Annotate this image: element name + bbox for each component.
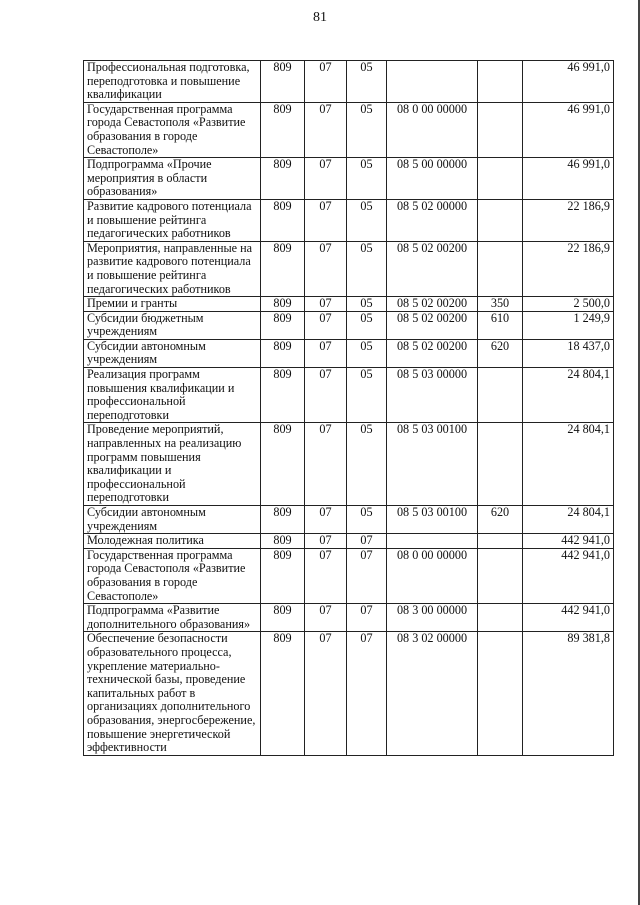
row-amount-cell: 24 804,1	[523, 368, 614, 423]
table-row	[84, 241, 614, 296]
row-section-cell: 07	[305, 368, 347, 423]
row-expense-type-cell: 610	[478, 311, 523, 339]
row-section-cell: 07	[305, 506, 347, 534]
row-subsection-cell: 07	[347, 632, 387, 755]
row-name-cell: Развитие кадрового потенциала и повышение рейтинга педагогических работников	[84, 199, 261, 241]
row-amount-cell: 46 991,0	[523, 158, 614, 200]
row-subsection-cell: 05	[347, 506, 387, 534]
row-expense-type-cell: 350	[478, 297, 523, 312]
row-amount-cell: 89 381,8	[523, 632, 614, 755]
row-expense-type-cell	[478, 102, 523, 157]
row-amount-cell: 46 991,0	[523, 102, 614, 157]
row-grbs-cell: 809	[261, 241, 305, 296]
row-subsection-cell: 07	[347, 604, 387, 632]
row-target-article-cell: 08 5 02 00200	[387, 241, 478, 296]
row-target-article-cell	[387, 61, 478, 103]
row-section-cell: 07	[305, 604, 347, 632]
row-amount-cell: 442 941,0	[523, 604, 614, 632]
row-section-cell: 07	[305, 158, 347, 200]
row-name-cell: Субсидии автономным учреждениям	[84, 506, 261, 534]
row-subsection-cell: 05	[347, 311, 387, 339]
row-section-cell: 07	[305, 632, 347, 755]
row-expense-type-cell	[478, 548, 523, 603]
row-grbs-cell: 809	[261, 423, 305, 506]
row-target-article-cell	[387, 534, 478, 549]
row-target-article-cell: 08 5 02 00200	[387, 339, 478, 367]
row-amount-cell: 442 941,0	[523, 534, 614, 549]
row-amount-cell: 46 991,0	[523, 61, 614, 103]
row-expense-type-cell	[478, 61, 523, 103]
row-expense-type-cell: 620	[478, 339, 523, 367]
row-subsection-cell: 05	[347, 61, 387, 103]
row-section-cell: 07	[305, 297, 347, 312]
row-name-cell: Профессиональная подготовка, переподготовка и повышение квалификации	[84, 61, 261, 103]
row-target-article-cell: 08 5 02 00200	[387, 311, 478, 339]
budget-table	[83, 60, 614, 756]
row-subsection-cell: 07	[347, 534, 387, 549]
row-section-cell: 07	[305, 241, 347, 296]
table-row	[84, 339, 614, 367]
table-row	[84, 632, 614, 755]
row-section-cell: 07	[305, 423, 347, 506]
table-row	[84, 199, 614, 241]
row-name-cell: Обеспечение безопасности образовательного процесса, укрепление материально-технической базы, проведение капитальных работ в организациях дополнительного образования, энергосбережение, повышение энергетической эффективности	[84, 632, 261, 755]
row-grbs-cell: 809	[261, 102, 305, 157]
row-amount-cell: 18 437,0	[523, 339, 614, 367]
row-target-article-cell: 08 5 03 00100	[387, 506, 478, 534]
table-row	[84, 423, 614, 506]
row-grbs-cell: 809	[261, 534, 305, 549]
row-name-cell: Государственная программа города Севастополя «Развитие образования в городе Севастополе»	[84, 102, 261, 157]
row-expense-type-cell	[478, 604, 523, 632]
row-section-cell: 07	[305, 534, 347, 549]
row-grbs-cell: 809	[261, 604, 305, 632]
row-target-article-cell: 08 5 03 00000	[387, 368, 478, 423]
row-expense-type-cell	[478, 158, 523, 200]
row-subsection-cell: 05	[347, 158, 387, 200]
table-row	[84, 604, 614, 632]
row-subsection-cell: 05	[347, 102, 387, 157]
row-expense-type-cell	[478, 423, 523, 506]
row-amount-cell: 1 249,9	[523, 311, 614, 339]
row-subsection-cell: 05	[347, 339, 387, 367]
row-amount-cell: 24 804,1	[523, 506, 614, 534]
row-section-cell: 07	[305, 61, 347, 103]
row-section-cell: 07	[305, 548, 347, 603]
row-grbs-cell: 809	[261, 158, 305, 200]
row-subsection-cell: 05	[347, 368, 387, 423]
row-target-article-cell: 08 5 02 00200	[387, 297, 478, 312]
row-target-article-cell: 08 5 02 00000	[387, 199, 478, 241]
row-section-cell: 07	[305, 311, 347, 339]
row-amount-cell: 2 500,0	[523, 297, 614, 312]
row-subsection-cell: 05	[347, 423, 387, 506]
row-expense-type-cell	[478, 241, 523, 296]
table-row	[84, 158, 614, 200]
row-subsection-cell: 05	[347, 199, 387, 241]
row-grbs-cell: 809	[261, 311, 305, 339]
row-grbs-cell: 809	[261, 339, 305, 367]
row-grbs-cell: 809	[261, 506, 305, 534]
row-target-article-cell: 08 0 00 00000	[387, 548, 478, 603]
row-expense-type-cell	[478, 199, 523, 241]
row-grbs-cell: 809	[261, 199, 305, 241]
row-section-cell: 07	[305, 102, 347, 157]
row-name-cell: Подпрограмма «Развитие дополнительного образования»	[84, 604, 261, 632]
row-amount-cell: 22 186,9	[523, 241, 614, 296]
table-row	[84, 506, 614, 534]
row-grbs-cell: 809	[261, 632, 305, 755]
row-subsection-cell: 07	[347, 548, 387, 603]
table-row	[84, 368, 614, 423]
row-grbs-cell: 809	[261, 297, 305, 312]
table-row	[84, 534, 614, 549]
row-name-cell: Реализация программ повышения квалификации и профессиональной переподготовки	[84, 368, 261, 423]
row-grbs-cell: 809	[261, 548, 305, 603]
table-row	[84, 102, 614, 157]
table-row	[84, 297, 614, 312]
row-target-article-cell: 08 3 02 00000	[387, 632, 478, 755]
row-expense-type-cell	[478, 368, 523, 423]
row-amount-cell: 22 186,9	[523, 199, 614, 241]
row-name-cell: Подпрограмма «Прочие мероприятия в области образования»	[84, 158, 261, 200]
row-expense-type-cell	[478, 534, 523, 549]
row-name-cell: Государственная программа города Севастополя «Развитие образования в городе Севастополе»	[84, 548, 261, 603]
row-amount-cell: 442 941,0	[523, 548, 614, 603]
row-grbs-cell: 809	[261, 61, 305, 103]
row-name-cell: Молодежная политика	[84, 534, 261, 549]
row-name-cell: Премии и гранты	[84, 297, 261, 312]
row-name-cell: Мероприятия, направленные на развитие кадрового потенциала и повышение рейтинга педагогических работников	[84, 241, 261, 296]
row-target-article-cell: 08 0 00 00000	[387, 102, 478, 157]
row-amount-cell: 24 804,1	[523, 423, 614, 506]
table-row	[84, 548, 614, 603]
row-target-article-cell: 08 3 00 00000	[387, 604, 478, 632]
row-expense-type-cell: 620	[478, 506, 523, 534]
page-number: 81	[313, 10, 327, 25]
table-row	[84, 61, 614, 103]
row-subsection-cell: 05	[347, 297, 387, 312]
table-row	[84, 311, 614, 339]
row-grbs-cell: 809	[261, 368, 305, 423]
row-section-cell: 07	[305, 199, 347, 241]
row-target-article-cell: 08 5 03 00100	[387, 423, 478, 506]
row-name-cell: Проведение мероприятий, направленных на реализацию программ повышения квалификации и профессиональной переподготовки	[84, 423, 261, 506]
row-expense-type-cell	[478, 632, 523, 755]
row-name-cell: Субсидии автономным учреждениям	[84, 339, 261, 367]
row-subsection-cell: 05	[347, 241, 387, 296]
row-name-cell: Субсидии бюджетным учреждениям	[84, 311, 261, 339]
row-section-cell: 07	[305, 339, 347, 367]
row-target-article-cell: 08 5 00 00000	[387, 158, 478, 200]
